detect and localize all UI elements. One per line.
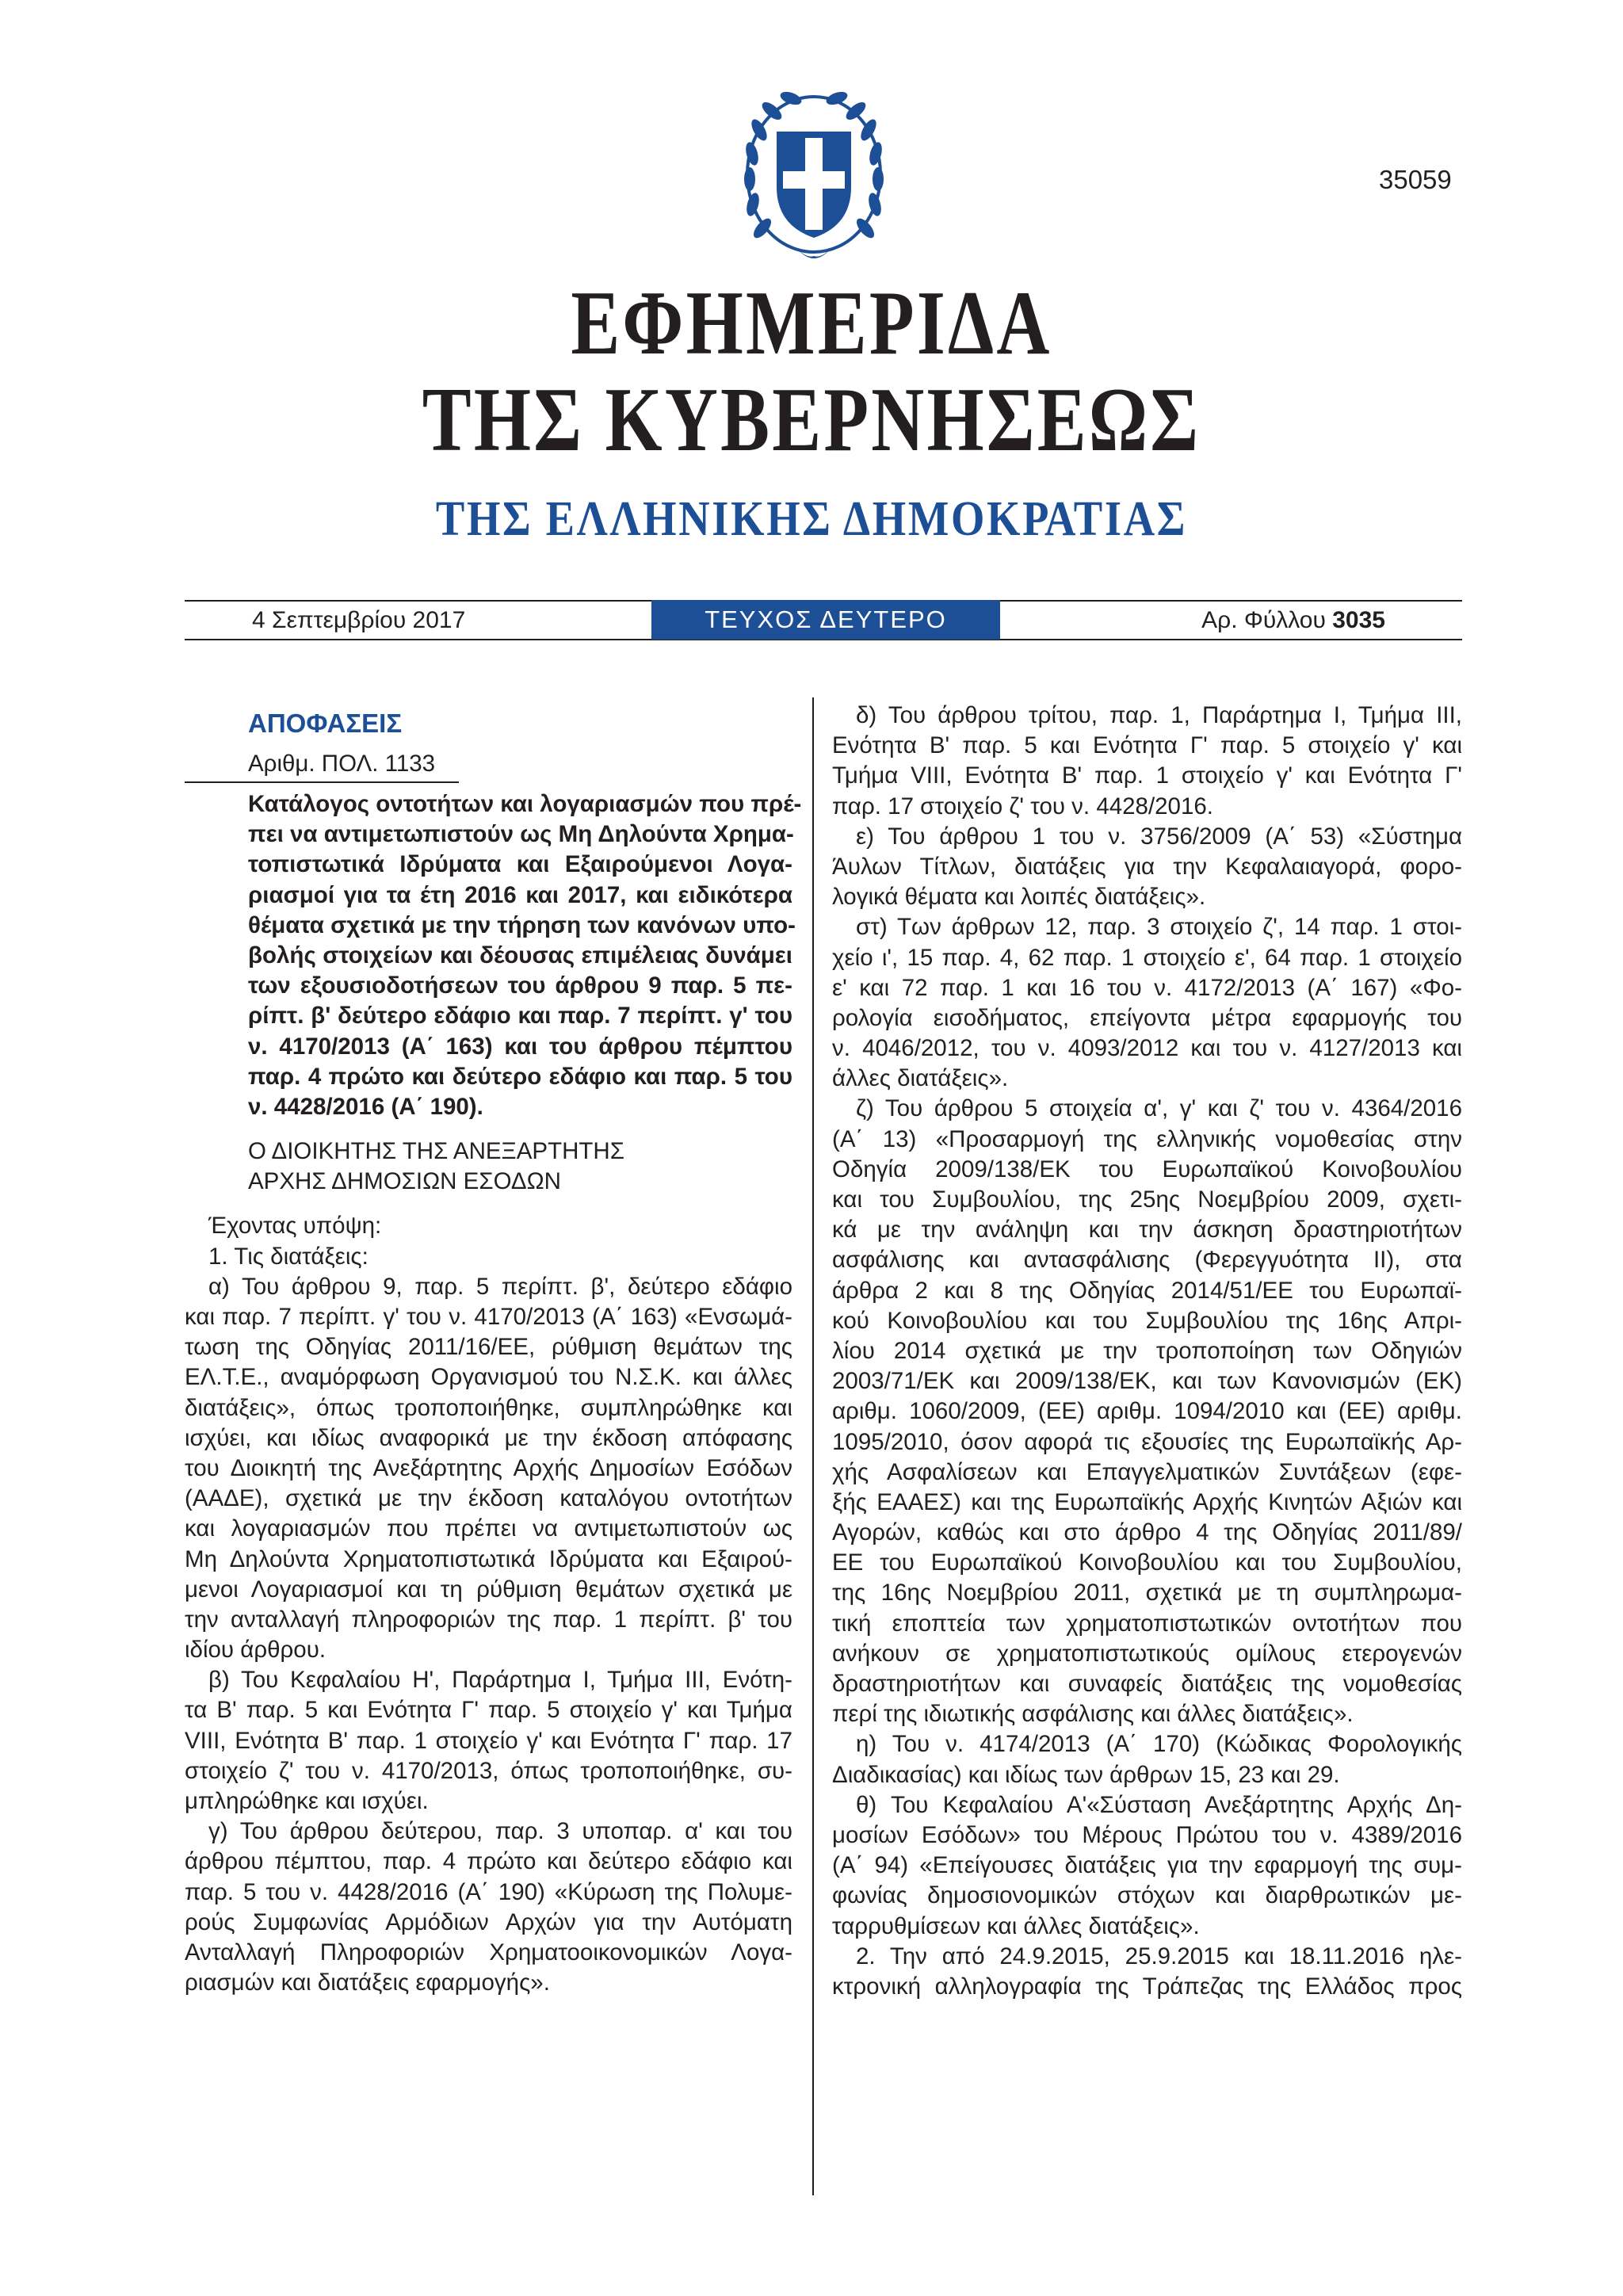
body-line: ισχύει, και ιδίως αναφορικά με την έκδοση απόφασης — [185, 1424, 792, 1451]
body-line: της 16ης Νοεμβρίου 2011, σχετικά με τη συμπληρωμα- — [832, 1580, 1462, 1606]
body-line: θ) Του Κεφαλαίου Α'«Σύσταση Ανεξάρτητης Αρχής Δη- — [856, 1791, 1462, 1818]
decision-title-line: πει να αντιμετωπιστούν ως Μη Δηλούντα Χρημα- — [248, 821, 794, 848]
decision-title-line: των εξουσιοδοτήσεων του άρθρου 9 παρ. 5 πε- — [248, 972, 792, 999]
body-line: ρούς Συμφωνίας Αρμόδιων Αρχών για την Αυτόματη — [185, 1908, 792, 1935]
body-line: (ΑΑΔΕ), σχετικά με την έκδοση καταλόγου οντοτήτων — [185, 1485, 792, 1512]
body-line: στοιχείο ζ' του ν. 4170/2013, όπως τροποποιήθηκε, συ- — [185, 1757, 792, 1784]
decision-number: Αριθμ. ΠΟΛ. 1133 — [185, 747, 459, 783]
body-line: ν. 4046/2012, του ν. 4093/2012 και του ν. 4127/2013 και — [832, 1035, 1462, 1062]
body-line: 1095/2010, όσον αφορά τις εξουσίες της Ευρωπαϊκής Αρ- — [832, 1428, 1462, 1455]
column-divider — [812, 697, 814, 2195]
body-line: ριασμών και διατάξεις εφαρμογής». — [185, 1969, 550, 1996]
body-line: α) Του άρθρου 9, παρ. 5 περίπτ. β', δεύτερο εδάφιο — [208, 1273, 792, 1300]
body-line: δραστηριοτήτων και συναφείς διατάξεις της νομοθεσίας — [832, 1671, 1462, 1697]
decision-title-line: Κατάλογος οντοτήτων και λογαριασμών που πρέ- — [248, 791, 802, 817]
issue-sheet-number — [1201, 606, 1385, 635]
body-line: χής Ασφαλίσεων και Επαγγελματικών Συντάξεων (εφε- — [832, 1458, 1462, 1485]
body-line: ανήκουν σε χρηματοπιστωτικούς ομίλους ετερογενών — [832, 1640, 1462, 1667]
body-line: κού Κοινοβουλίου και του Συμβουλίου της 16ης Απρι- — [832, 1307, 1462, 1334]
body-line: ταρρυθμίσεων και άλλες διατάξεις». — [832, 1912, 1200, 1939]
page-number: 35059 — [1379, 165, 1452, 194]
right-column — [832, 701, 1462, 2002]
body-line: μενοι Λογαριασμοί και τη ρύθμιση θεμάτων σχετικά με — [185, 1576, 792, 1603]
body-line: Οδηγία 2009/138/ΕΚ του Ευρωπαϊκού Κοινοβουλίου — [832, 1156, 1462, 1182]
body-line: και του Συμβουλίου, της 25ης Νοεμβρίου 2009, σχετι- — [832, 1186, 1462, 1213]
masthead-title-line-1: ΕΦΗΜΕΡΙΔΑ — [571, 273, 1052, 374]
body-line: ρολογία εισοδήματος, επείγοντα μέτρα εφαρμογής του — [832, 1004, 1462, 1031]
body-line: Αγορών, καθώς και στο άρθρο 4 της Οδηγίας 2011/89/ — [832, 1519, 1462, 1546]
body-line: λίου 2014 σχετικά με την τροποποίηση των Οδηγιών — [832, 1337, 1462, 1364]
body-line: άρθρου πέμπτου, παρ. 4 πρώτο και δεύτερο εδάφιο και — [185, 1848, 792, 1875]
body-line: τική εποπτεία των χρηματοπιστωτικών οντοτήτων που — [832, 1610, 1462, 1637]
section-heading: ΑΠΟΦΑΣΕΙΣ — [248, 709, 403, 738]
issuing-authority — [185, 1137, 792, 1197]
body-line: μπληρώθηκε και ισχύει. — [185, 1788, 429, 1814]
left-column — [185, 701, 802, 1998]
body-line: 2. Την από 24.9.2015, 25.9.2015 και 18.11.2016 ηλε- — [856, 1943, 1462, 1969]
body-line: άρθρα 2 και 8 της Οδηγίας 2014/51/ΕΕ του Ευρωπαϊ- — [832, 1277, 1462, 1304]
body-line: ασφάλισης και αντασφάλισης (Φερεγγυότητα ΙΙ), στα — [832, 1247, 1462, 1274]
decision-title-line: βολής στοιχείων και δέουσας επιμέλειας δυνάμει — [248, 942, 792, 968]
body-line: ζ) Του άρθρου 5 στοιχεία α', γ' και ζ' του ν. 4364/2016 — [856, 1095, 1462, 1122]
body-line: (Α΄ 94) «Επείγουσες διατάξεις για την εφαρμογή της συμ- — [832, 1852, 1462, 1879]
masthead-title-line-2: ΤΗΣ ΚΥΒΕΡΝΗΣΕΩΣ — [422, 369, 1201, 471]
body-line: ιδίου άρθρου. — [185, 1637, 327, 1664]
issue-sheet-value: 3035 — [1332, 607, 1385, 633]
authority-line: Ο ΔΙΟΙΚΗΤΗΣ ΤΗΣ ΑΝΕΞΑΡΤΗΤΗΣ — [248, 1138, 624, 1165]
body-line: διατάξεις», όπως τροποποιήθηκε, συμπληρώθηκε και — [185, 1394, 792, 1421]
greek-coat-of-arms-icon — [742, 86, 886, 268]
body-line: ΕΕ του Ευρωπαϊκού Κοινοβουλίου και του Συμβουλίου, — [832, 1549, 1462, 1576]
left-body-text — [185, 1211, 792, 1998]
body-line: χείο ι', 15 παρ. 4, 62 παρ. 1 στοιχείο ε', 64 παρ. 1 στοιχείο — [832, 944, 1462, 971]
body-line: 1. Τις διατάξεις: — [208, 1243, 369, 1270]
decision-title-line: ρίπτ. β' δεύτερο εδάφιο και παρ. 7 περίπτ. γ' του — [248, 1003, 792, 1030]
body-line: ε) Του άρθρου 1 του ν. 3756/2009 (Α΄ 53) «Σύστημα — [856, 823, 1462, 850]
body-line: γ) Του άρθρου δεύτερου, παρ. 3 υποπαρ. α' και του — [208, 1818, 792, 1845]
body-line: Μη Δηλούντα Χρηματοπιστωτικά Ιδρύματα και Εξαιρού- — [185, 1545, 792, 1572]
body-line: παρ. 5 του ν. 4428/2016 (Α΄ 190) «Κύρωση της Πολυμε- — [185, 1878, 792, 1905]
body-line: ε' και 72 παρ. 1 και 16 του ν. 4172/2013 (Α΄ 167) «Φο- — [832, 974, 1462, 1001]
body-line: και παρ. 7 περίπτ. γ' του ν. 4170/2013 (Α΄ 163) «Ενσωμά- — [185, 1304, 792, 1330]
decision-title-line: ν. 4428/2016 (Α΄ 190). — [248, 1093, 483, 1120]
body-line: Διαδικασίας) και ιδίως των άρθρων 15, 23 και 29. — [832, 1761, 1340, 1788]
body-line: Ανταλλαγή Πληροφοριών Χρηματοοικονομικών Λογα- — [185, 1939, 792, 1966]
body-line: παρ. 17 στοιχείο ζ' του ν. 4428/2016. — [832, 793, 1213, 819]
body-line: στ) Των άρθρων 12, παρ. 3 στοιχείο ζ', 14 παρ. 1 στοι- — [856, 914, 1462, 941]
body-line: Άυλων Τίτλων, διατάξεις για την Κεφαλαιαγορά, φορο- — [832, 853, 1462, 880]
body-line: λογικά θέματα και λοιπές διατάξεις». — [832, 884, 1206, 911]
body-line: VIII, Ενότητα Β' παρ. 1 στοιχείο γ' και Ενότητα Γ' παρ. 17 — [185, 1727, 792, 1754]
body-line: δ) Του άρθρου τρίτου, παρ. 1, Παράρτημα Ι, Τμήμα ΙΙΙ, — [856, 702, 1462, 728]
body-line: (Α΄ 13) «Προσαρμογή της ελληνικής νομοθεσίας στην — [832, 1125, 1462, 1152]
body-line: τωση της Οδηγίας 2011/16/ΕΕ, ρύθμιση θεμάτων της — [185, 1334, 792, 1361]
authority-line: ΑΡΧΗΣ ΔΗΜΟΣΙΩΝ ΕΣΟΔΩΝ — [248, 1168, 561, 1195]
decision-title-line: τοπιστωτικά Ιδρύματα και Εξαιρούμενοι Λογα- — [248, 851, 792, 878]
body-line: ξής ΕΑΑΕΣ) και της Ευρωπαϊκής Αρχής Κινητών Αξιών και — [832, 1488, 1462, 1515]
body-line: Έχοντας υπόψη: — [208, 1213, 382, 1240]
decision-title-line: ν. 4170/2013 (Α΄ 163) και του άρθρου πέμπτου — [248, 1033, 792, 1060]
decision-title — [185, 789, 802, 1122]
body-line: Ενότητα Β' παρ. 5 και Ενότητα Γ' παρ. 5 στοιχείο γ' και — [832, 732, 1462, 759]
body-line: μοσίων Εσόδων» του Μέρους Πρώτου του ν. 4389/2016 — [832, 1821, 1462, 1848]
body-line: την ανταλλαγή πληροφοριών της παρ. 1 περίπτ. β' του — [185, 1606, 792, 1633]
issue-series-tab: ΤΕΥΧΟΣ ΔΕΥΤΕΡΟ — [651, 600, 1000, 640]
body-line: Τμήμα VIII, Ενότητα Β' παρ. 1 στοιχείο γ' και Ενότητα Γ' — [832, 762, 1462, 789]
body-line: περί της ιδιωτικής ασφάλισης και άλλες διατάξεις». — [832, 1701, 1354, 1728]
body-line: αριθμ. 1060/2009, (ΕΕ) αριθμ. 1094/2010 και (ΕΕ) αριθμ. — [832, 1398, 1462, 1425]
body-line: και λογαριασμών που πρέπει να αντιμετωπιστούν ως — [185, 1515, 792, 1542]
issue-date: 4 Σεπτεμβρίου 2017 — [252, 607, 466, 633]
body-line: κά με την ανάληψη και την άσκηση δραστηριοτήτων — [832, 1217, 1462, 1244]
decision-title-line: ριασμοί για τα έτη 2016 και 2017, και ειδικότερα — [248, 881, 792, 908]
decision-title-line: θέματα σχετικά με την τήρηση των κανόνων υπο- — [248, 911, 796, 938]
body-line: άλλες διατάξεις». — [832, 1065, 1009, 1092]
body-line: του Διοικητή της Ανεξάρτητης Αρχής Δημοσίων Εσόδων — [185, 1454, 792, 1481]
body-line: φωνίας δημοσιονομικών στόχων και διαρθρωτικών με- — [832, 1882, 1462, 1909]
body-line: 2003/71/ΕΚ και 2009/138/ΕΚ, και των Κανονισμών (ΕΚ) — [832, 1368, 1462, 1395]
body-line: β) Του Κεφαλαίου Η', Παράρτημα Ι, Τμήμα ΙΙΙ, Ενότη- — [208, 1667, 792, 1694]
decision-title-line: παρ. 4 πρώτο και δεύτερο εδάφιο και παρ. 5 του — [248, 1063, 792, 1090]
body-line: ΕΛ.Τ.Ε., αναμόρφωση Οργανισμού του Ν.Σ.Κ. και άλλες — [185, 1364, 792, 1391]
masthead-subtitle: ΤΗΣ ΕΛΛΗΝΙΚΗΣ ΔΗΜΟΚΡΑΤΙΑΣ — [435, 492, 1188, 546]
body-line: κτρονική αλληλογραφία της Τράπεζας της Ελλάδος προς — [832, 1973, 1462, 2000]
issue-sheet-label: Αρ. Φύλλου — [1201, 607, 1326, 633]
body-line: τα Β' παρ. 5 και Ενότητα Γ' παρ. 5 στοιχείο γ' και Τμήμα — [185, 1697, 792, 1724]
body-line: η) Του ν. 4174/2013 (Α΄ 170) (Κώδικας Φορολογικής — [856, 1731, 1462, 1758]
